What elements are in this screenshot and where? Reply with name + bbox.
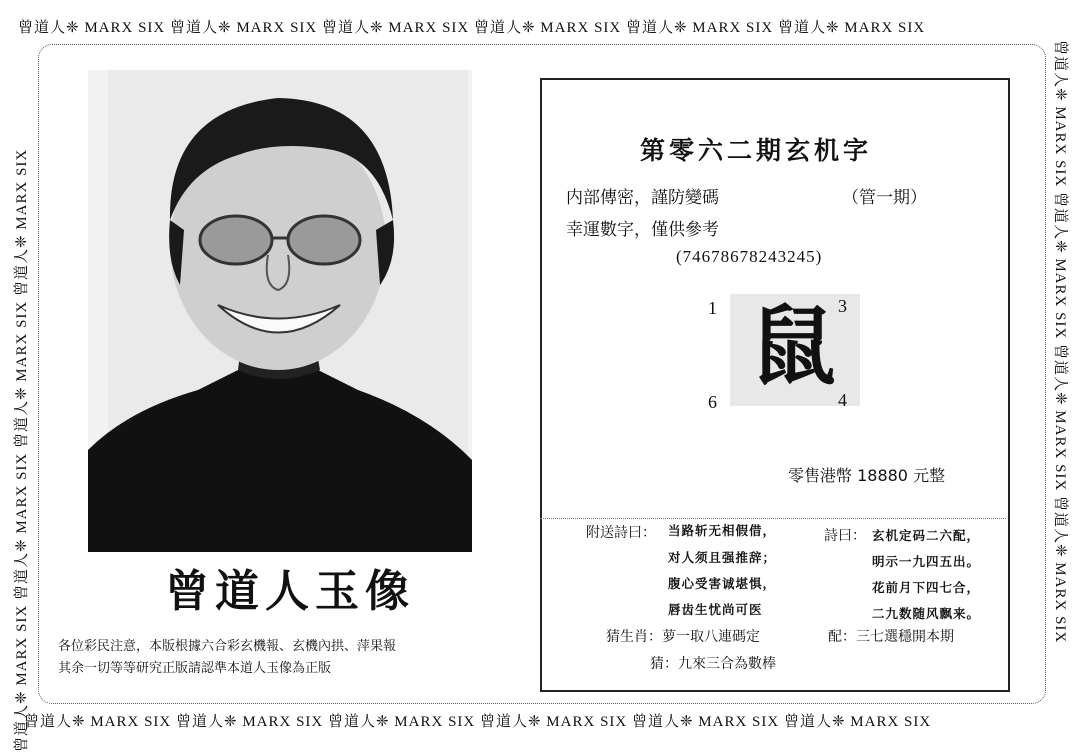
main-poem-line: 花前月下四七合， bbox=[872, 580, 981, 595]
panel-title: 第零六二期玄机字 bbox=[640, 136, 873, 165]
notice-line-2: 其余一切等等研究正版請認準本道人玉像為正版 bbox=[58, 661, 332, 676]
secret-note: 内部傳密，謹防變碼 bbox=[566, 188, 719, 208]
period-note: （管一期） bbox=[842, 188, 927, 208]
main-poem-label: 詩曰： bbox=[824, 528, 866, 544]
main-poem-line: 明示一九四五出。 bbox=[872, 554, 981, 569]
gift-poem-line: 唇齿生忧尚可医 bbox=[668, 602, 763, 617]
border-text-top: 曾道人❈ MARX SIX 曾道人❈ MARX SIX 曾道人❈ MARX SIX 曾道人❈ MARX SIX 曾道人❈ MARX SIX 曾道人❈ MARX SIX bbox=[18, 20, 926, 36]
border-text-right: 曾道人❈ MARX SIX 曾道人❈ MARX SIX 曾道人❈ MARX SIX 曾道人❈ MARX SIX bbox=[1052, 40, 1068, 644]
portrait-photo bbox=[88, 70, 472, 552]
guess-text: 猜：九來三合為數棒 bbox=[650, 656, 776, 672]
notice-line-1: 各位彩民注意，本版根據六合彩玄機報、玄機內拱、萍果報 bbox=[58, 639, 397, 654]
lucky-numbers: (74678678243245) bbox=[676, 247, 823, 266]
price-text: 零售港幣 18880 元整 bbox=[788, 466, 946, 485]
main-poem-line: 玄机定码二六配， bbox=[872, 528, 981, 543]
portrait-title: 曾道人玉像 bbox=[165, 566, 415, 617]
panel-divider bbox=[540, 518, 1006, 519]
border-text-bottom: 曾道人❈ MARX SIX 曾道人❈ MARX SIX 曾道人❈ MARX SIX 曾道人❈ MARX SIX 曾道人❈ MARX SIX 曾道人❈ MARX SIX bbox=[24, 714, 932, 730]
gift-poem-label: 附送詩曰： bbox=[586, 525, 656, 541]
notice-text bbox=[58, 636, 498, 680]
border-text-left: 曾道人❈ MARX SIX 曾道人❈ MARX SIX 曾道人❈ MARX SIX 曾道人❈ MARX SIX bbox=[14, 148, 30, 752]
guess-zodiac-text: 猜生肖：萝一取八連碼定 bbox=[606, 629, 760, 645]
gift-poem-line: 当路斩无相假借， bbox=[668, 523, 777, 538]
gift-poem-line: 腹心受害诚堪惧， bbox=[668, 576, 777, 591]
corner-number-bottom-right: 4 bbox=[838, 390, 847, 410]
corner-number-top-right: 3 bbox=[838, 296, 847, 316]
main-poem-line: 二九数随风飘来。 bbox=[872, 606, 981, 621]
zodiac-character: 鼠 bbox=[750, 296, 836, 397]
lucky-note: 幸運數字，僅供參考 bbox=[566, 220, 719, 240]
guess-mate-text: 配：三七選穩開本期 bbox=[828, 629, 954, 645]
corner-number-top-left: 1 bbox=[708, 298, 717, 318]
gift-poem-line: 对人须且强推辞； bbox=[668, 550, 777, 565]
corner-number-bottom-left: 6 bbox=[708, 392, 717, 412]
